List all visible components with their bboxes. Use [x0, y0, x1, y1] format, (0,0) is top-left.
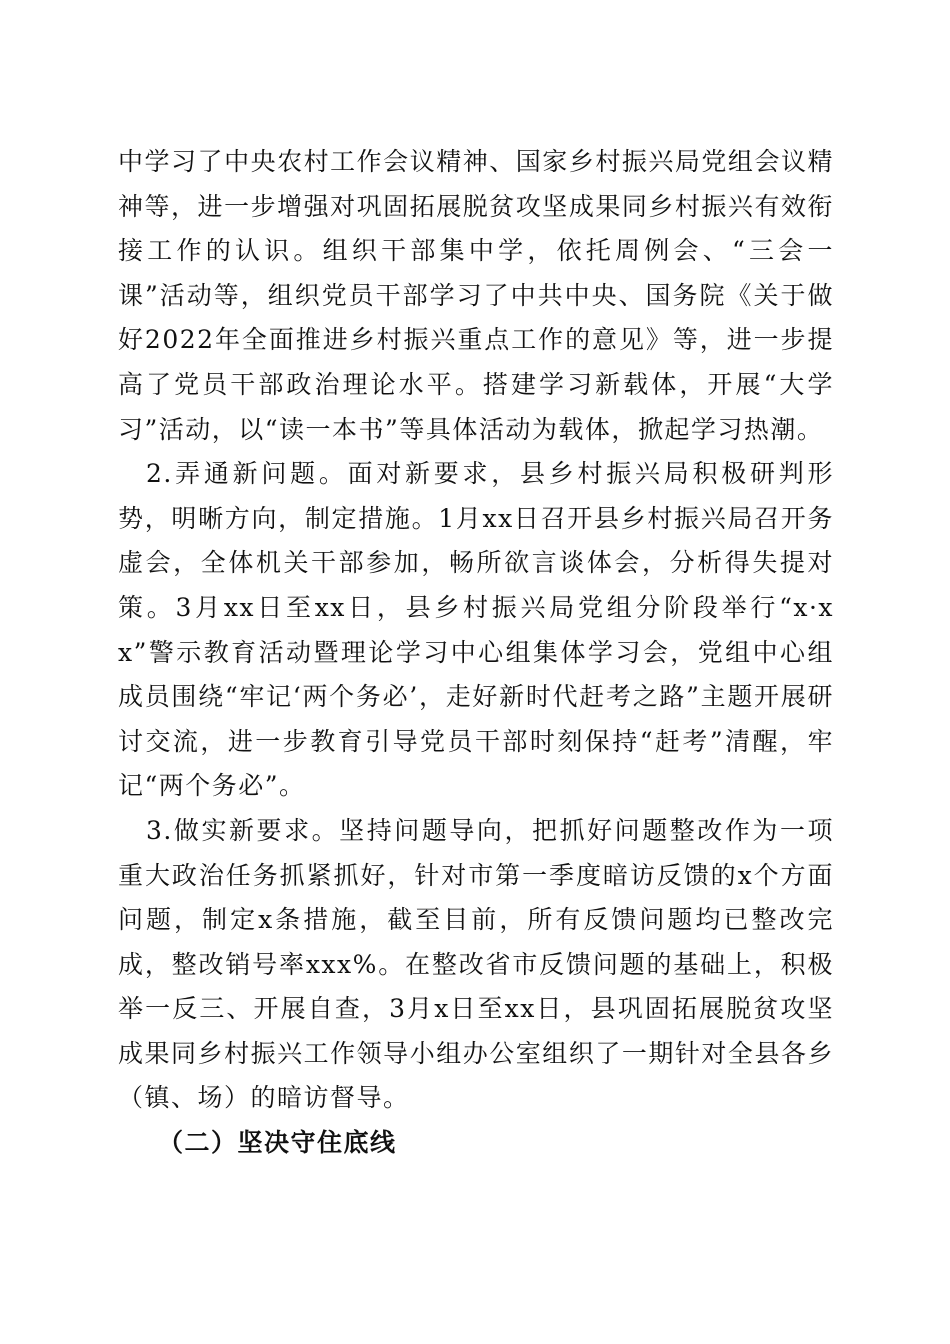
paragraph-new-requirements: 3.做实新要求。坚持问题导向，把抓好问题整改作为一项重大政治任务抓紧抓好，针对市第一季度暗访反馈的x个方面问题，制定x条措施，截至目前，所有反馈问题均已整改完成，整改销号率xxx%。在整改省市反馈问题的基础上，积极举一反三、开展自查，3月x日至xx日，县巩固拓展脱贫攻坚成果同乡村振兴工作领导小组办公室组织了一期针对全县各乡（镇、场）的暗访督导。 [118, 815, 834, 1113]
document-body [118, 140, 834, 1166]
paragraph-new-problems: 2.弄通新问题。面对新要求，县乡村振兴局积极研判形势，明晰方向，制定措施。1月xx日召开县乡村振兴局召开务虚会，全体机关干部参加，畅所欲言谈体会，分析得失提对策。3月xx日至xx日，县乡村振兴局党组分阶段举行“x·xx”警示教育活动暨理论学习中心组集体学习会，党组中心组成员围绕“牢记‘两个务必’，走好新时代赶考之路”主题开展研讨交流，进一步教育引导党员干部时刻保持“赶考”清醒，牢记“两个务必”。 [118, 459, 834, 801]
section-heading: （二）坚决守住底线 [158, 1128, 397, 1158]
paragraph-study-continuation: 中学习了中央农村工作会议精神、国家乡村振兴局党组会议精神等，进一步增强对巩固拓展脱贫攻坚成果同乡村振兴有效衔接工作的认识。组织干部集中学，依托周例会、“三会一课”活动等，组织党员干部学习了中共中央、国务院《关于做好2022年全面推进乡村振兴重点工作的意见》等，进一步提高了党员干部政治理论水平。搭建学习新载体，开展“大学习”活动，以“读一本书”等具体活动为载体，掀起学习热潮。 [118, 147, 834, 444]
